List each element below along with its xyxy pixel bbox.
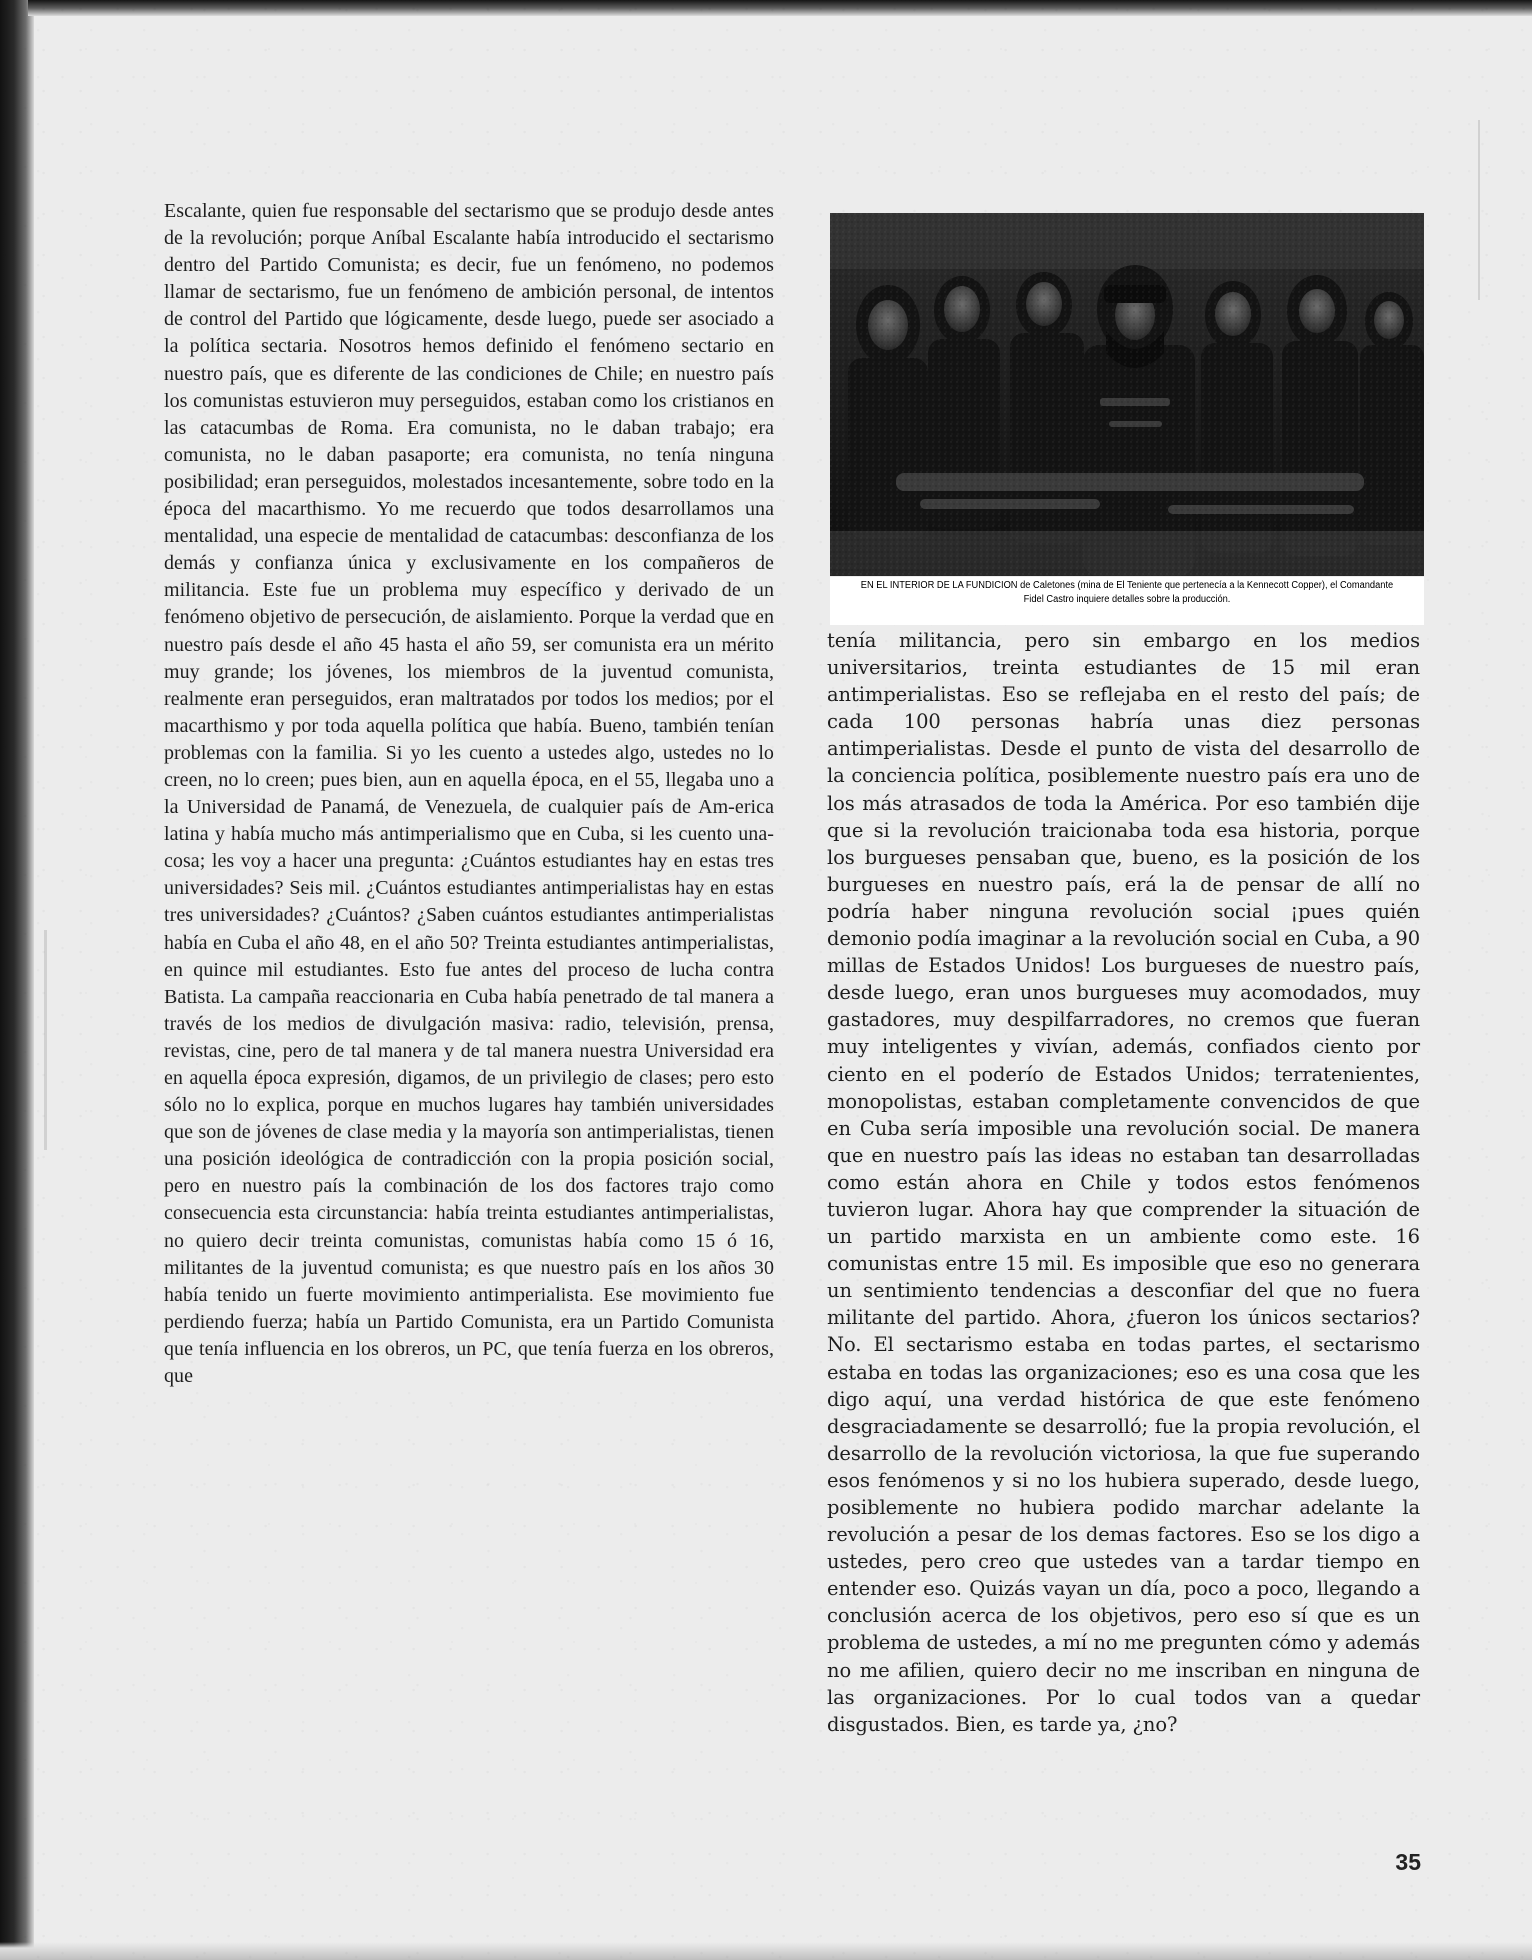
photo-caption	[830, 577, 1424, 625]
scan-artifact-left	[44, 930, 47, 1150]
photo-caption-text: EN EL INTERIOR DE LA FUNDICION de Caletones (mina de El Teniente que pertenecía a la Kennecott Copper), el Comandante Fidel Castro inquiere detalles sobre la producción.	[860, 580, 1394, 605]
article-photo-block	[830, 213, 1424, 623]
left-text-column	[164, 198, 774, 1390]
scan-top-edge	[28, 0, 1532, 16]
right-text-column	[827, 627, 1420, 1738]
scan-left-edge	[0, 0, 34, 1960]
photo-illustration	[830, 213, 1424, 576]
article-photo	[830, 213, 1424, 576]
scan-bottom-edge	[0, 1942, 1532, 1960]
left-column-paragraph: Escalante, quien fue responsable del sectarismo que se produjo desde antes de la revolución; porque Aníbal Escalante había introducido el sectarismo dentro del Partido Comunista; es decir, fue un fenómeno, no podemos llamar de sectarismo, fue un fenómeno de ambición personal, de intentos de control del Partido que lógicamente, desde luego, puede ser asociado a la política sectaria. Nosotros hemos definido el fenómeno sectario en nuestro país, que es diferente de las condiciones de Chile; en nuestro país los comunistas estuvieron muy perseguidos, estaban como los cristianos en las catacumbas de Roma. Era comunista, no le daban trabajo; era comunista, no le daban pasaporte; era comunista, no tenía ninguna posibilidad; eran perseguidos, molestados incesantemente, sobre todo en la época del macarthismo. Yo me recuerdo que todos desarrollamos una mentalidad, una especie de mentalidad de catacumbas: desconfianza de los demás y confianza única y exclusivamente en los compañeros de militancia. Este fue un problema muy específico y derivado de un fenómeno objetivo de persecución, de aislamiento. Porque la verdad que en nuestro país desde el año 45 hasta el año 59, ser comunista era un mérito muy grande; los jóvenes, los miembros de la juventud comunista, realmente eran perseguidos, eran maltratados por todos los medios; por el macarthismo y por toda aquella política que había. Bueno, también tenían problemas con la familia. Si yo les cuento a ustedes algo, ustedes no lo creen, no lo creen; pues bien, aun en aquella época, en el 55, llegaba uno a la Universidad de Panamá, de Venezuela, de cualquier país de Am-erica latina y había mucho más antimperialismo que en Cuba, si les cuento una-cosa; les voy a hacer una pregunta: ¿Cuántos estudiantes hay en estas tres universidades? Seis mil. ¿Cuántos estudiantes antimperialistas hay en estas tres universidades? ¿Cuántos? ¿Saben cuántos estudiantes antimperialistas había en Cuba el año 48, en el año 50? Treinta estudiantes antimperialistas, en quince mil estudiantes. Esto fue antes del proceso de lucha contra Batista. La campaña reaccionaria en Cuba había penetrado de tal manera a través de los medios de divulgación masiva: radio, televisión, prensa, revistas, cine, pero de tal manera y de tal manera nuestra Universidad era en aquella época expresión, digamos, de un privilegio de clases; pero esto sólo no lo explica, porque en muchos lugares hay también universidades que son de jóvenes de clase media y la mayoría son antimperialistas, tienen una posición ideológica de contradicción con la propia posición social, pero en nuestro país la combinación de los dos factores trajo como consecuencia esta circunstancia: había treinta estudiantes antimperialistas, no quiero decir treinta comunistas, comunistas había como 15 ó 16, militantes de la juventud comunista; es que nuestro país en los años 30 había tenido un fuerte movimiento antimperialista. Ese movimiento fue perdiendo fuerza; había un Partido Comunista, era un Partido Comunista que tenía influencia en los obreros, un PC, que tenía fuerza en los obreros, que	[164, 200, 774, 1388]
right-column-paragraph: tenía militancia, pero sin embargo en los medios universitarios, treinta estudiantes de 15 mil eran antimperialistas. Eso se reflejaba en el resto del país; de cada 100 personas habría unas diez personas antimperialistas. Desde el punto de vista del desarrollo de la conciencia política, posiblemente nuestro país era uno de los más atrasados de toda la América. Por eso también dije que si la revolución traicionaba toda esa historia, porque los burgueses pensaban que, bueno, es la posición de los burgueses en nuestro país, erá la de pensar de allí no podría haber ninguna revolución social ¡pues quién demonio podía imaginar a la revolución social en Cuba, a 90 millas de Estados Unidos! Los burgueses de nuestro país, desde luego, eran unos burgueses muy acomodados, muy gastadores, muy despilfarradores, no cremos que fueran muy inteligentes y vivían, además, confiados ciento por ciento en el poderío de Estados Unidos; terratenientes, monopolistas, estaban completamente convencidos de que en Cuba sería imposible una revolución social. De manera que en nuestro país las ideas no estaban tan desarrolladas como están ahora en Chile y todos estos fenómenos tuvieron lugar. Ahora hay que comprender la situación de un partido marxista en un ambiente como este. 16 comunistas entre 15 mil. Es imposible que eso no generara un sentimiento tendencias a desconfiar del que no fuera militante del partido. Ahora, ¿fueron los únicos sectarios? No. El sectarismo estaba en todas partes, el sectarismo estaba en todas las organizaciones; eso es una cosa que les digo aquí, una verdad histórica de que este fenómeno desgraciadamente se desarrolló; fue la propia revolución, el desarrollo de la revolución victoriosa, la que fue superando esos fenómenos y si no los hubiera superado, desde luego, posiblemente no hubiera podido marchar adelante la revolución a pesar de los demas factores. Eso se los digo a ustedes, pero creo que ustedes van a tardar tiempo en entender eso. Quizás vayan un día, poco a poco, llegando a conclusión acerca de los objetivos, pero eso sí que es un problema de ustedes, a mí no me pregunten cómo y además no me afilien, quiero decir no me inscriban en ninguna de las organizaciones. Por lo cual todos van a quedar disgustados. Bien, es tarde ya, ¿no?	[827, 629, 1420, 1736]
scan-artifact-right	[1478, 120, 1480, 300]
page-number: 35	[1395, 1849, 1421, 1875]
